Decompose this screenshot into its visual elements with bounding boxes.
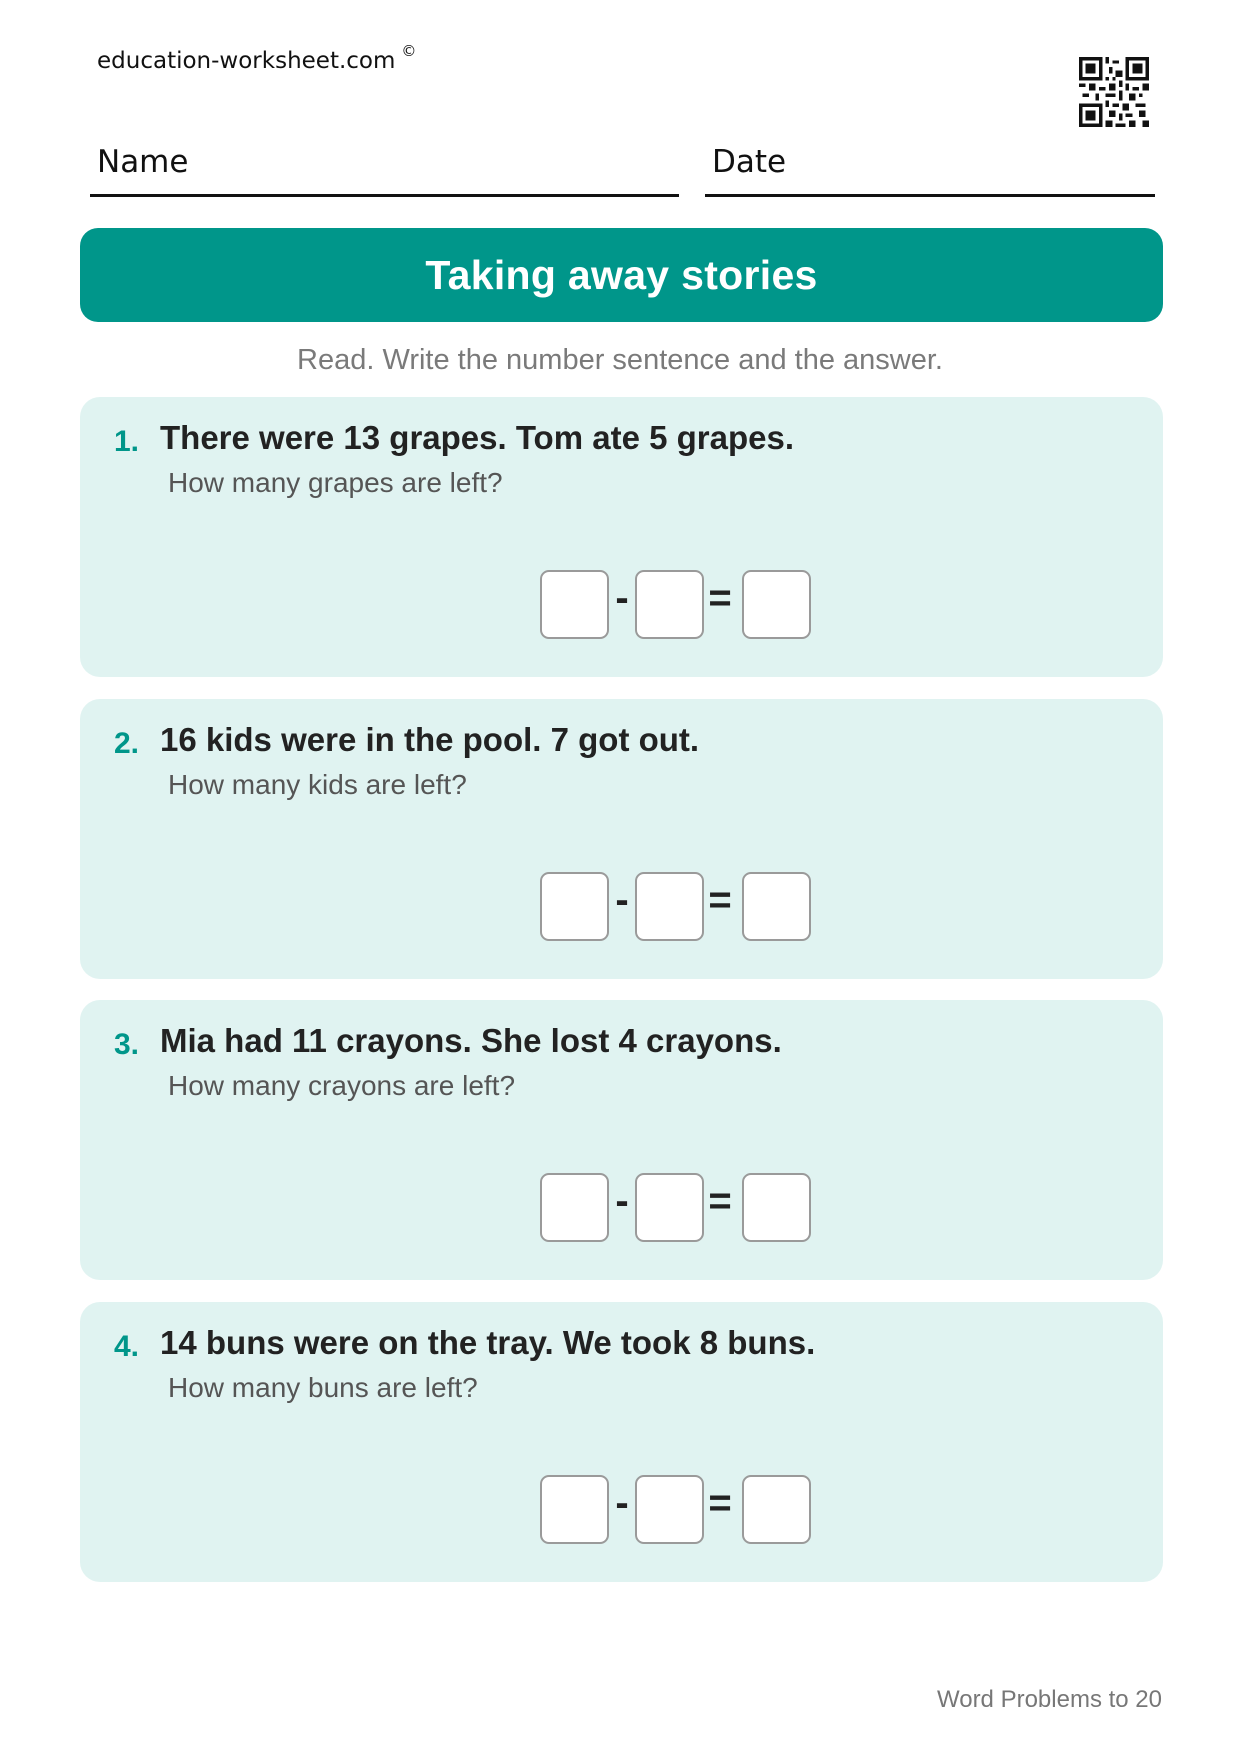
equals-sign: = [708, 1179, 732, 1223]
answer-box-result[interactable] [742, 570, 811, 639]
problem-question: How many crayons are left? [168, 1070, 516, 1101]
problem-card-1 [80, 397, 1163, 677]
date-label: Date [712, 144, 787, 180]
equals-sign: = [708, 576, 732, 620]
problem-card-2 [80, 699, 1163, 979]
equals-sign: = [708, 1481, 732, 1525]
problem-story: Mia had 11 crayons. She lost 4 crayons. [160, 1022, 782, 1059]
minus-sign: - [615, 1179, 629, 1223]
problem-number: 4. [114, 1330, 140, 1363]
problem-number: 2. [114, 727, 140, 760]
name-field[interactable] [90, 140, 679, 197]
problem-card-4 [80, 1302, 1163, 1582]
copyright-symbol: © [401, 42, 417, 60]
problem-card-3 [80, 1000, 1163, 1280]
qr-code-icon [1079, 57, 1149, 127]
problem-number: 3. [114, 1028, 140, 1061]
problem-story: 14 buns were on the tray. We took 8 buns. [160, 1324, 816, 1361]
problem-question: How many kids are left? [168, 769, 467, 800]
answer-box-second-number[interactable] [635, 1173, 704, 1242]
answer-box-result[interactable] [742, 1173, 811, 1242]
answer-box-first-number[interactable] [540, 1475, 609, 1544]
answer-box-first-number[interactable] [540, 1173, 609, 1242]
equals-sign: = [708, 878, 732, 922]
problem-story: 16 kids were in the pool. 7 got out. [160, 721, 700, 758]
answer-box-first-number[interactable] [540, 872, 609, 941]
minus-sign: - [615, 1481, 629, 1525]
minus-sign: - [615, 878, 629, 922]
title-banner [80, 228, 1163, 322]
problem-story: There were 13 grapes. Tom ate 5 grapes. [160, 419, 794, 456]
answer-box-second-number[interactable] [635, 872, 704, 941]
instructions: Read. Write the number sentence and the answer. [297, 344, 943, 376]
answer-box-second-number[interactable] [635, 1475, 704, 1544]
answer-box-result[interactable] [742, 872, 811, 941]
site-name [97, 42, 417, 74]
answer-box-result[interactable] [742, 1475, 811, 1544]
problem-question: How many buns are left? [168, 1372, 478, 1403]
date-field[interactable] [705, 140, 1155, 197]
page-title: Taking away stories [425, 251, 818, 298]
answer-box-first-number[interactable] [540, 570, 609, 639]
problem-question: How many grapes are left? [168, 467, 503, 498]
footer-label: Word Problems to 20 [937, 1686, 1162, 1713]
site-url: education-worksheet.com [97, 48, 396, 74]
minus-sign: - [615, 576, 629, 620]
problem-number: 1. [114, 425, 140, 458]
answer-box-second-number[interactable] [635, 570, 704, 639]
name-label: Name [97, 144, 189, 180]
